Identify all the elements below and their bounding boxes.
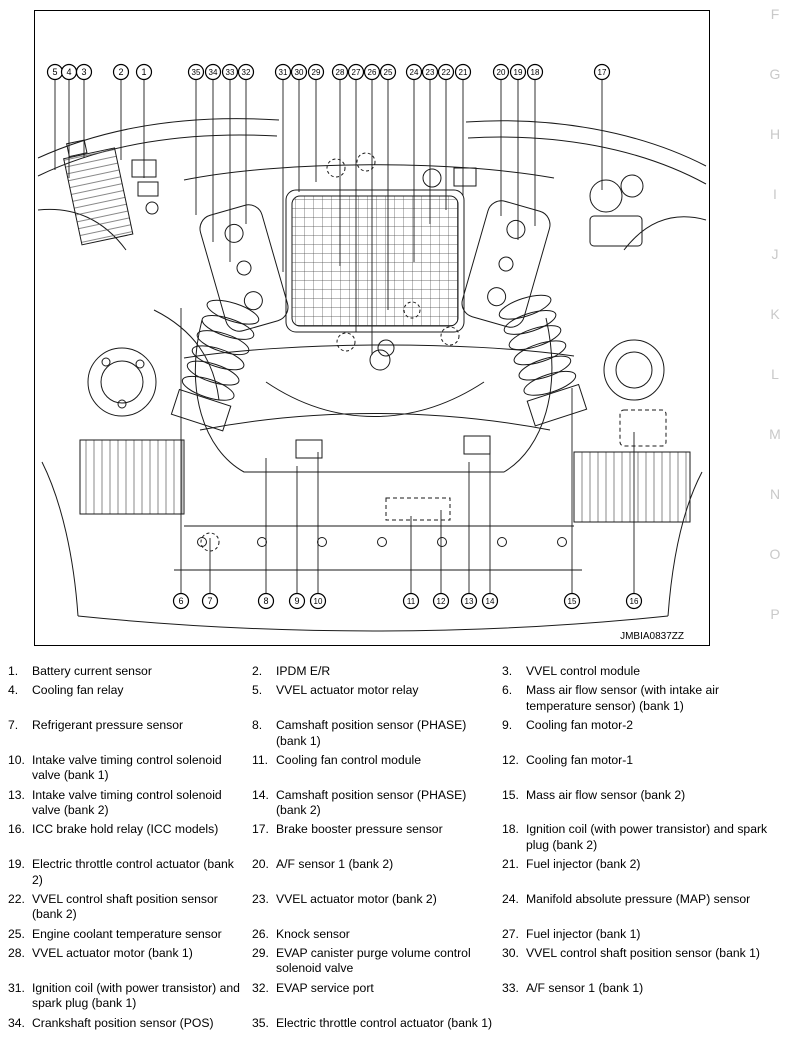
legend-item-3 [502, 664, 780, 679]
legend-item-number: 27. [502, 926, 519, 941]
legend-item-number: 8. [252, 718, 263, 733]
legend-item-text: A/F sensor 1 (bank 1) [526, 980, 644, 995]
legend-item-text: ICC brake hold relay (ICC models) [32, 822, 219, 837]
legend-item-text: Electric throttle control actuator (bank 1) [276, 1015, 493, 1030]
legend-item-number: 18. [502, 822, 519, 837]
callout-number-27: 27 [351, 68, 361, 78]
legend-item-text: Camshaft position sensor (PHASE) (bank 2) [276, 787, 467, 817]
legend-item-7 [8, 718, 252, 749]
legend-item-text: VVEL control shaft position sensor (bank 2) [32, 891, 218, 922]
engine-bay-illustration [34, 10, 710, 646]
legend-item-text: EVAP canister purge volume control solenoid valve [276, 946, 471, 976]
legend-item-text: VVEL actuator motor relay [276, 683, 419, 698]
legend-item-number: 6. [502, 683, 513, 698]
legend-item-5 [252, 683, 502, 714]
legend-item-number: 14. [252, 787, 269, 802]
legend-item-text: EVAP service port [276, 980, 374, 995]
legend-item-text: Ignition coil (with power transistor) and spark plug (bank 1) [32, 980, 240, 1011]
legend-item-number: 30. [502, 946, 519, 960]
legend-item-text: Cooling fan relay [32, 683, 124, 698]
callout-number-14: 14 [485, 597, 495, 607]
legend-item-text: VVEL control module [526, 664, 641, 678]
callout-number-28: 28 [335, 68, 345, 78]
legend-item-text: Fuel injector (bank 2) [526, 857, 641, 872]
callout-number-25: 25 [383, 68, 393, 78]
legend-item-11 [252, 753, 502, 784]
legend-item-number: 7. [8, 718, 19, 733]
margin-letter-K: K [770, 306, 780, 322]
callout-number-30: 30 [294, 68, 304, 78]
legend-item-21 [502, 857, 780, 888]
engine-compartment-figure [34, 10, 710, 646]
legend-item-22 [8, 892, 252, 923]
callout-number-12: 12 [436, 597, 446, 607]
legend-item-text: Crankshaft position sensor (POS) [32, 1015, 214, 1030]
legend-item-number: 13. [8, 787, 25, 802]
legend-item-number: 25. [8, 926, 25, 941]
legend-item-number: 1. [8, 664, 19, 678]
margin-letter-I: I [773, 186, 777, 202]
legend-item-32 [252, 981, 502, 1012]
callout-number-19: 19 [513, 68, 523, 78]
margin-letter-J: J [771, 246, 779, 262]
legend-item-31 [8, 981, 252, 1012]
legend-item-text: Refrigerant pressure sensor [32, 718, 184, 733]
legend-item-16 [8, 822, 252, 853]
legend-item-number: 5. [252, 683, 263, 698]
legend-item-number: 16. [8, 822, 25, 837]
callout-number-7: 7 [207, 596, 213, 607]
margin-letter-M: M [769, 426, 781, 442]
margin-letter-H: H [769, 126, 781, 142]
legend-item-number: 26. [252, 926, 269, 941]
callout-number-18: 18 [530, 68, 540, 78]
legend-item-number: 33. [502, 980, 519, 995]
legend-item-text: Cooling fan motor-2 [526, 718, 634, 733]
legend-item-number: 12. [502, 752, 519, 767]
callout-number-3: 3 [81, 67, 87, 78]
margin-letter-P: P [770, 606, 780, 622]
legend-item-text: A/F sensor 1 (bank 2) [276, 857, 394, 872]
component-legend [8, 664, 780, 1031]
legend-item-text: Battery current sensor [32, 664, 152, 678]
legend-item-text: Fuel injector (bank 1) [526, 926, 641, 941]
legend-item-6 [502, 683, 780, 714]
callout-number-35: 35 [191, 68, 201, 78]
legend-item-13 [8, 788, 252, 819]
legend-item-text: Mass air flow sensor (bank 2) [526, 787, 686, 802]
callout-number-22: 22 [441, 68, 451, 78]
callout-number-33: 33 [225, 68, 235, 78]
margin-letter-F: F [770, 6, 780, 22]
callout-number-16: 16 [629, 597, 639, 607]
legend-item-number: 15. [502, 787, 519, 802]
callout-number-15: 15 [567, 597, 577, 607]
legend-item-number: 24. [502, 891, 519, 906]
callout-number-5: 5 [52, 67, 58, 78]
legend-item-number: 21. [502, 857, 519, 872]
callout-number-26: 26 [367, 68, 377, 78]
callout-number-32: 32 [241, 68, 251, 78]
legend-item-28 [8, 946, 252, 977]
legend-item-number: 20. [252, 857, 269, 872]
legend-item-number: 28. [8, 946, 25, 960]
legend-item-text: Mass air flow sensor (with intake air temperature sensor) (bank 1) [526, 683, 720, 713]
legend-item-10 [8, 753, 252, 784]
legend-item-text: Brake booster pressure sensor [276, 822, 443, 837]
legend-item-text: Camshaft position sensor (PHASE) (bank 1) [276, 718, 467, 748]
legend-item-25 [8, 927, 252, 942]
margin-letter-O: O [769, 546, 781, 562]
legend-item-19 [8, 857, 252, 888]
legend-item-text: Engine coolant temperature sensor [32, 926, 222, 941]
legend-item-number: 35. [252, 1015, 269, 1030]
legend-item-number: 29. [252, 946, 269, 960]
legend-item-text: Intake valve timing control solenoid valve (bank 1) [32, 752, 222, 783]
legend-item-number: 23. [252, 891, 269, 906]
legend-item-text: Cooling fan control module [276, 752, 421, 767]
legend-item-35 [252, 1016, 502, 1031]
legend-item-number: 31. [8, 980, 25, 995]
legend-item-9 [502, 718, 780, 749]
legend-item-12 [502, 753, 780, 784]
legend-item-17 [252, 822, 502, 853]
margin-letter-L: L [771, 366, 779, 382]
legend-item-text: VVEL actuator motor (bank 2) [276, 891, 437, 906]
callout-number-20: 20 [496, 68, 506, 78]
legend-item-text: Intake valve timing control solenoid valve (bank 2) [32, 787, 222, 817]
legend-item-27 [502, 927, 780, 942]
legend-item-8 [252, 718, 502, 749]
legend-item-1 [8, 664, 252, 679]
legend-item-number: 11. [252, 752, 269, 767]
legend-item-34 [8, 1016, 252, 1031]
margin-letter-G: G [769, 66, 781, 82]
margin-letter-N: N [769, 486, 781, 502]
legend-item-text: Knock sensor [276, 926, 350, 941]
legend-item-number: 17. [252, 822, 269, 837]
callout-number-17: 17 [597, 68, 607, 78]
callout-number-24: 24 [409, 68, 419, 78]
legend-item-14 [252, 788, 502, 819]
legend-item-text: VVEL actuator motor (bank 1) [32, 946, 193, 960]
legend-item-number: 4. [8, 683, 19, 698]
legend-item-text: Cooling fan motor-1 [526, 752, 634, 767]
callout-number-31: 31 [278, 68, 288, 78]
legend-item-text: VVEL control shaft position sensor (bank 1) [526, 946, 760, 960]
callout-number-11: 11 [406, 597, 416, 607]
callout-number-34: 34 [208, 68, 218, 78]
legend-item-number: 19. [8, 857, 25, 872]
legend-item-20 [252, 857, 502, 888]
callout-number-21: 21 [458, 68, 468, 78]
legend-item-18 [502, 822, 780, 853]
callout-number-8: 8 [263, 596, 269, 607]
figure-code: JMBIA0837ZZ [620, 631, 684, 642]
legend-item-number: 22. [8, 891, 25, 906]
legend-item-24 [502, 892, 780, 923]
legend-item-text: IPDM E/R [276, 664, 331, 678]
callout-number-2: 2 [118, 67, 124, 78]
legend-item-2 [252, 664, 502, 679]
legend-item-26 [252, 927, 502, 942]
callout-number-13: 13 [464, 597, 474, 607]
legend-item-30 [502, 946, 780, 977]
legend-item-text: Ignition coil (with power transistor) and spark plug (bank 2) [526, 822, 768, 852]
legend-item-text: Manifold absolute pressure (MAP) sensor [526, 891, 751, 906]
callout-number-10: 10 [313, 597, 323, 607]
legend-item-text: Electric throttle control actuator (bank 2) [32, 857, 234, 887]
callout-number-6: 6 [178, 596, 184, 607]
callout-number-9: 9 [294, 596, 300, 607]
legend-item-33 [502, 981, 780, 1012]
legend-item-number: 10. [8, 752, 25, 767]
callout-number-1: 1 [141, 67, 147, 78]
legend-item-number: 3. [502, 664, 513, 678]
legend-item-29 [252, 946, 502, 977]
callout-number-4: 4 [66, 67, 72, 78]
legend-item-number: 34. [8, 1015, 25, 1030]
callout-number-23: 23 [425, 68, 435, 78]
legend-item-number: 32. [252, 980, 269, 995]
legend-item-23 [252, 892, 502, 923]
legend-item-4 [8, 683, 252, 714]
callout-number-29: 29 [311, 68, 321, 78]
legend-item-15 [502, 788, 780, 819]
legend-item-number: 2. [252, 664, 263, 678]
legend-item-number: 9. [502, 718, 513, 733]
